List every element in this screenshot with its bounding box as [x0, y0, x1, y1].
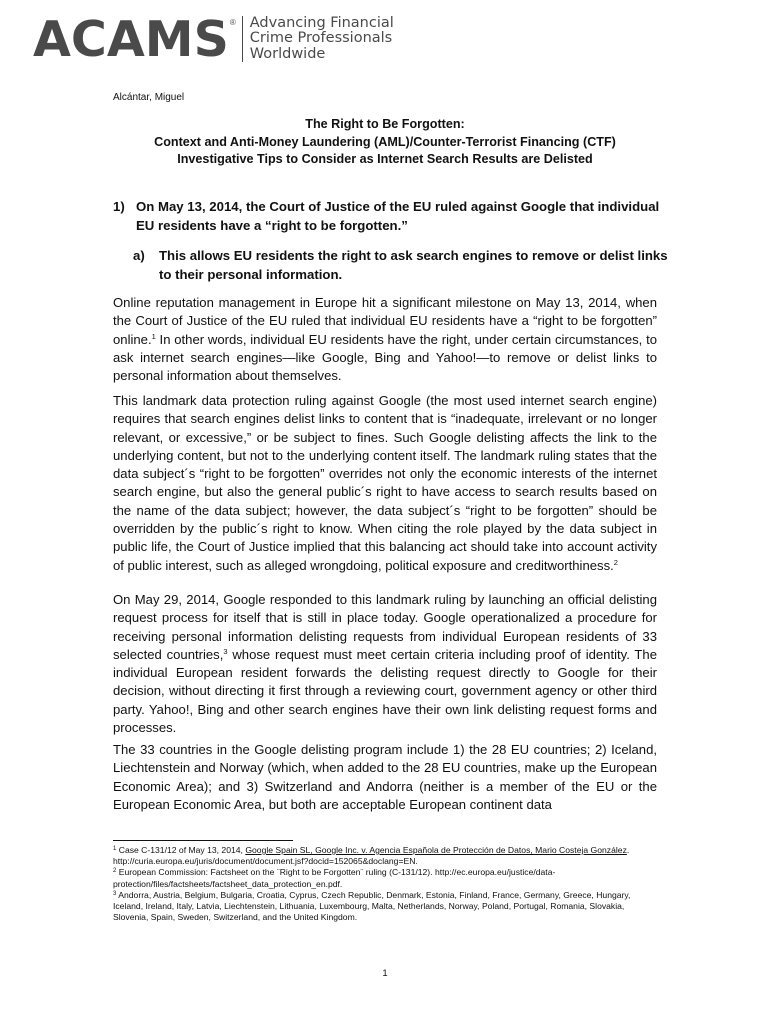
title-line-2: Context and Anti-Money Laundering (AML)/Counter-Terrorist Financing (CTF)	[154, 134, 616, 149]
acams-logo	[33, 12, 394, 66]
section-1-heading	[113, 198, 673, 235]
footnote-3-text: Andorra, Austria, Belgium, Bulgaria, Croatia, Cyprus, Czech Republic, Denmark, Estonia, Finland, France, Germany, Greece, Hungary, Iceland, Ireland, Italy, Latvia, Liechtenstein, Lithuania, Luxembourg, Malta, Netherlands, Norway, Poland, Portugal, Romania, Slovakia, Slovenia, Spain, Sweden, Switzerland, and the United Kingdom.	[113, 889, 631, 923]
paragraph-4	[113, 741, 657, 814]
footnote-2-number: 2	[113, 868, 117, 875]
footnote-ref-3: 3	[223, 646, 228, 656]
logo-wordmark: ACAMS	[33, 10, 229, 68]
footnote-ref-1: 1	[151, 331, 156, 341]
title-line-3: Investigative Tips to Consider as Internet Search Results are Delisted	[177, 152, 593, 166]
p3-text-b: whose request must meet certain criteria including proof of identity. The individual European resident forwards the delisting request directly to Google for their decision, without directing it first through a reviewing court, government agency or other third party. Yahoo!, Bing and other search engines have their own link delisting request forms and processes.	[113, 646, 657, 736]
tagline-line-2: Crime Professionals	[249, 30, 393, 47]
logo-tagline	[250, 16, 394, 63]
section-1a-text: This allows EU residents the right to ask search engines to remove or delist links to their personal information.	[159, 248, 668, 282]
page-number: 1	[382, 968, 388, 979]
paragraph-1	[113, 294, 657, 385]
section-1-number: 1)	[113, 199, 125, 214]
section-1-text: On May 13, 2014, the Court of Justice of the EU ruled against Google that individual EU residents have a “right to be forgotten.”	[136, 199, 660, 233]
footnote-1-text-b: . http://curia.europa.eu/juris/document/document.jsf?docid=152065&doclang=EN.	[113, 845, 630, 867]
title-line-1: The Right to Be Forgotten:	[305, 117, 465, 131]
document-title	[95, 116, 675, 169]
footnote-2-text: European Commission: Factsheet on the ¨Right to be Forgotten¨ ruling (C-131/12). http://ec.europa.eu/justice/data-protection/files/factsheets/factsheet_data_protection_en.pdf.	[113, 867, 556, 889]
footnote-ref-2: 2	[613, 557, 618, 567]
p1-text-b: In other words, individual EU residents have the right, under certain circumstances, to ask internet search engines—like Google, Bing and Yahoo!—to remove or delist links to personal information about themselves.	[113, 331, 657, 384]
footnote-3-number: 3	[113, 890, 117, 897]
footnote-1	[113, 845, 653, 867]
p4-text: The 33 countries in the Google delisting program include 1) the 28 EU countries; 2) Iceland, Liechtenstein and Norway (which, when added to the 28 EU countries, make up the European Economic Area); and 3) Switzerland and Andorra (neither is a member of the EU or the European Economic Area, but both are acceptable European continent data	[113, 742, 657, 812]
section-1a-number: a)	[133, 248, 145, 263]
section-1a-heading	[133, 247, 673, 284]
tagline-line-1: Advancing Financial	[249, 14, 394, 31]
p2-text: This landmark data protection ruling against Google (the most used internet search engine) requires that search engines delist links to content that is “inadequate, irrelevant or no longer relevant, or excessive,” or be subject to fines. Such Google delisting affects the link to the underlying content, but not to the underlying content itself. The landmark ruling states that the data subject´s “right to be forgotten” overrides not only the economic interests of the internet search engine, but also the general public´s right to have access to search results based on the name of the data subject; however, the data subject´s “right to be forgotten” should be overridden by the public´s right to know. When citing the role played by the data subject in public life, the Court of Justice implied that this balancing act should take into account activity of public interest, such as alleged wrongdoing, political exposure and creditworthiness.	[113, 393, 657, 573]
logo-divider	[242, 16, 243, 62]
author-name: Alcántar, Miguel	[113, 92, 185, 103]
footnotes	[113, 845, 653, 923]
footnote-1-number: 1	[113, 846, 117, 852]
p3-text-a: On May 29, 2014, Google responded to this landmark ruling by launching an official delisting request process for itself that is still in place today. Google operationalized a procedure for receiving personal information delisting requests from individual European residents of 33 selected countries,	[113, 592, 657, 662]
registered-mark: ®	[229, 17, 236, 27]
tagline-line-3: Worldwide	[249, 45, 326, 62]
footnote-1-text-a: Case C-131/12 of May 13, 2014,	[116, 845, 246, 855]
footnote-divider	[113, 840, 293, 841]
footnote-2	[113, 867, 653, 889]
paragraph-3	[113, 591, 657, 737]
footnote-3	[113, 890, 653, 924]
footnote-1-case-name: Google Spain SL, Google Inc. v. Agencia Española de Protección de Datos, Mario Costeja González	[245, 845, 627, 855]
paragraph-2	[113, 392, 657, 575]
p1-text-a: Online reputation management in Europe hit a significant milestone on May 13, 2014, when the Court of Justice of the EU ruled that individual EU residents have a “right to be forgotten” online.	[113, 295, 657, 347]
